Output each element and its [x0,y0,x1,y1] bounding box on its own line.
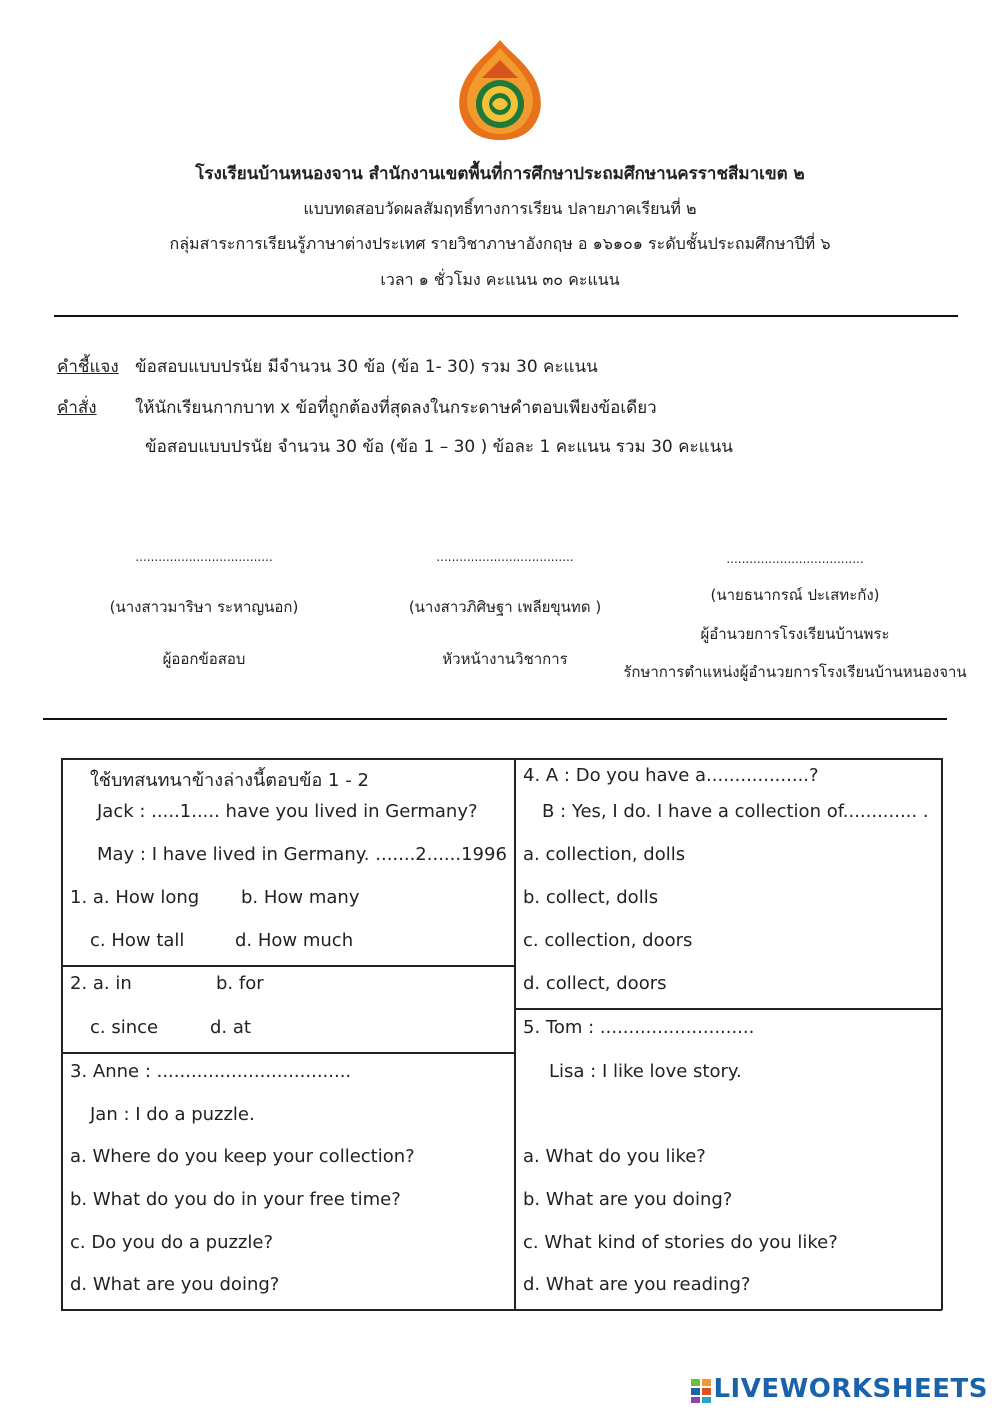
q12-may-line: May : I have lived in Germany. .......2......1996 [97,844,507,865]
q3-stem: 3. Anne : .................................. [70,1061,352,1082]
header-divider [54,315,958,317]
subject-line: กลุ่มสาระการเรียนรู้ภาษาต่างประเทศ รายวิชาภาษาอังกฤษ อ ๑๖๑๐๑ ระดับชั้นประถมศึกษาปีที่ ๖ [169,234,831,253]
school-emblem-logo [452,38,548,142]
q1-option-c: c. How tall [90,930,185,951]
explain-label: คำชี้แจง [57,357,119,377]
signature-divider [43,718,947,720]
liveworksheets-watermark[interactable]: LIVEWORKSHEETS [713,1374,988,1404]
liveworksheets-logo-icon [690,1378,712,1404]
q3-option-c: c. Do you do a puzzle? [70,1232,274,1253]
q5-option-d: d. What are you reading? [523,1274,751,1295]
q4-option-a: a. collection, dolls [523,844,686,865]
q5-option-a: a. What do you like? [523,1146,706,1167]
q12-jack-line: Jack : .....1..... have you lived in Germany? [97,801,478,822]
signer-2-role: หัวหน้างานวิชาการ [442,650,568,668]
q4-option-c: c. collection, doors [523,930,693,951]
explain-text: ข้อสอบแบบปรนัย มีจำนวน 30 ข้อ (ข้อ 1- 30) รวม 30 คะแนน [135,357,598,377]
time-score-line: เวลา ๑ ชั่วโมง คะแนน ๓๐ คะแนน [380,270,620,289]
signer-1-name: (นางสาวมาริษา ระหาญนอก) [109,598,299,616]
exam-title: แบบทดสอบวัดผลสัมฤทธิ์ทางการเรียน ปลายภาคเรียนที่ ๒ [303,199,697,218]
q3-option-b: b. What do you do in your free time? [70,1189,401,1210]
q4-stem: 4. A : Do you have a..................? [523,765,819,786]
order-text-detail: ข้อสอบแบบปรนัย จำนวน 30 ข้อ (ข้อ 1 – 30 ) ข้อละ 1 คะแนน รวม 30 คะแนน [145,437,733,457]
school-heading: โรงเรียนบ้านหนองจาน สำนักงานเขตพื้นที่การศึกษาประถมศึกษานครราชสีมาเขต ๒ [195,164,805,184]
q4-option-d: d. collect, doors [523,973,667,994]
signature-line-3: .................................... [726,552,864,566]
q2-option-c: c. since [90,1017,159,1038]
q2-option-a: 2. a. in [70,973,132,994]
q5-lisa-line: Lisa : I like love story. [549,1061,742,1082]
signer-3-acting-role: รักษาการตำแหน่งผู้อำนวยการโรงเรียนบ้านหนองจาน [623,663,967,681]
q12-intro: ใช้บทสนทนาข้างล่างนี้ตอบข้อ 1 - 2 [90,770,369,791]
q1-option-b: b. How many [241,887,360,908]
signer-1-role: ผู้ออกข้อสอบ [162,650,246,668]
q5-stem: 5. Tom : ........................... [523,1017,755,1038]
q3-option-a: a. Where do you keep your collection? [70,1146,415,1167]
order-label: คำสั่ง [57,398,97,418]
q4-b-line: B : Yes, I do. I have a collection of............. . [542,801,929,822]
q3-option-d: d. What are you doing? [70,1274,280,1295]
q1-option-a: 1. a. How long [70,887,200,908]
q5-option-b: b. What are you doing? [523,1189,733,1210]
signer-3-name: (นายธนากรณ์ ปะเสทะกัง) [710,586,880,604]
q4-option-b: b. collect, dolls [523,887,659,908]
signer-2-name: (นางสาวภิศิษฐา เพลียขุนทด ) [408,598,602,616]
order-text: ให้นักเรียนกากบาท x ข้อที่ถูกต้องที่สุดลงในกระดาษคำตอบเพียงข้อเดียว [135,398,657,418]
q3-jan-line: Jan : I do a puzzle. [90,1104,255,1125]
q1-option-d: d. How much [235,930,354,951]
signer-3-role: ผู้อำนวยการโรงเรียนบ้านพระ [700,625,890,643]
q2-option-d: d. at [210,1017,251,1038]
q5-option-c: c. What kind of stories do you like? [523,1232,838,1253]
q2-option-b: b. for [216,973,264,994]
signature-line-1: .................................... [135,550,273,564]
signature-line-2: .................................... [436,550,574,564]
